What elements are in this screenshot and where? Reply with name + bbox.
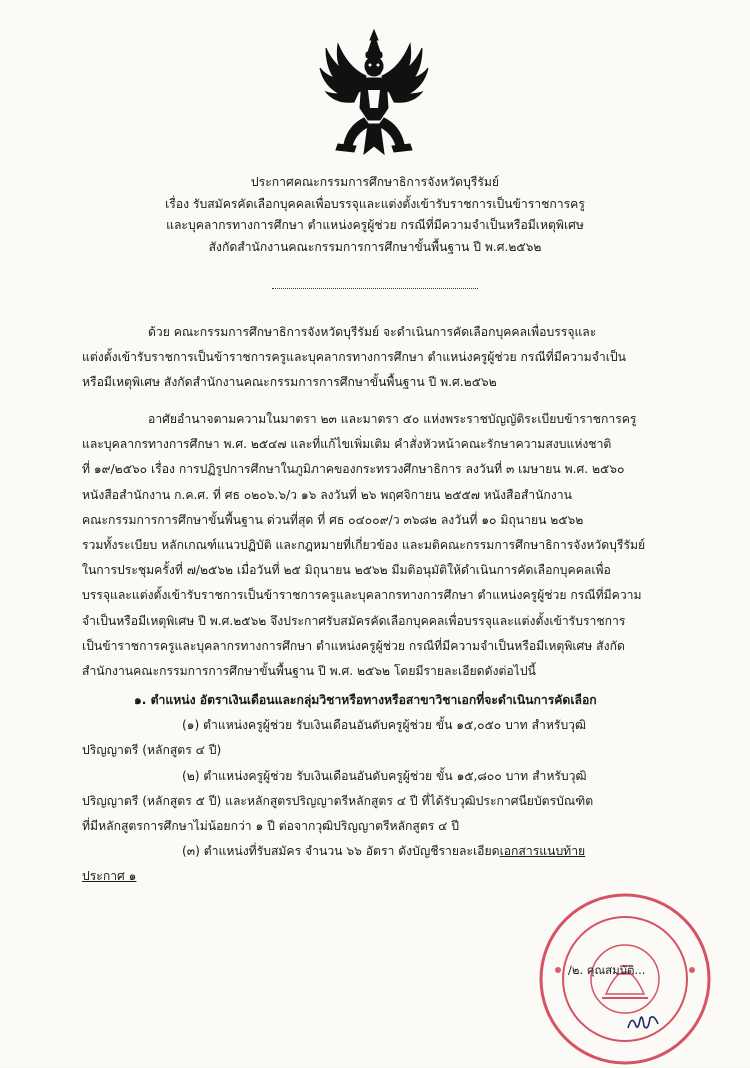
paragraph-line: ที่ ๑๙/๒๕๖๐ เรื่อง การปฏิรูปการศึกษาในภูมิภาคของกระทรวงศึกษาธิการ ลงวันที่ ๓ เมษายน พ.ศ. ๒๕๖๐ [82,462,625,477]
paragraph-line: บรรจุและแต่งตั้งเข้ารับราชการเป็นข้าราชการครูและบุคลากรทางการศึกษา ตำแหน่งครูผู้ช่วย กรณีที่มีความ [82,588,642,603]
item-3-text: (๓) ตำแหน่งที่รับสมัคร จำนวน ๖๖ อัตรา ดังบัญชีรายละเอียด [182,844,500,859]
paragraph-line: ในการประชุมครั้งที่ ๗/๒๕๖๒ เมื่อวันที่ ๒๕ มิถุนายน ๒๕๖๒ มีมติอนุมัติให้ดำเนินการคัดเลือกบุคคลเพื่อ [82,563,611,578]
attachment-ref: ประกาศ ๑ [82,869,137,884]
garuda-emblem-icon [318,28,430,160]
item-2-line: ปริญญาตรี (หลักสูตร ๕ ปี) และหลักสูตรปริญญาตรีหลักสูตร ๔ ปี ที่ได้รับวุฒิประกาศนียบัตรบัณฑิต [82,793,594,808]
continuation-reference: /๒. คุณสมบัติ... [568,963,646,977]
paragraph-line: ด้วย คณะกรรมการศึกษาธิการจังหวัดบุรีรัมย์ จะดำเนินการคัดเลือกบุคคลเพื่อบรรจุและ [148,325,597,339]
header-line-2: เรื่อง รับสมัครคัดเลือกบุคคลเพื่อบรรจุและแต่งตั้งเข้ารับราชการเป็นข้าราชการครู [165,196,585,211]
paragraph-line: หนังสือสำนักงาน ก.ค.ศ. ที่ ศธ ๐๒๐๖.๖/ว ๑๖ ลงวันที่ ๒๖ พฤศจิกายน ๒๕๕๗ หนังสือสำนักงาน [82,487,572,502]
paragraph-line: สำนักงานคณะกรรมการการศึกษาขั้นพื้นฐาน ปี พ.ศ. ๒๕๖๒ โดยมีรายละเอียดดังต่อไปนี้ [82,663,536,678]
paragraph-line: และบุคลากรทางการศึกษา พ.ศ. ๒๕๔๗ และที่แก้ไขเพิ่มเติม คำสั่งหัวหน้าคณะรักษาความสงบแห่งชาติ [82,437,612,452]
dotted-divider [272,288,478,289]
section-heading: ๑. ตำแหน่ง อัตราเงินเดือนและกลุ่มวิชาหรือทางหรือสาขาวิชาเอกที่จะดำเนินการคัดเลือก [134,693,597,707]
item-2-line: (๒) ตำแหน่งครูผู้ช่วย รับเงินเดือนอันดับครูผู้ช่วย ขั้น ๑๕,๘๐๐ บาท สำหรับวุฒิ [182,768,587,783]
paragraph-2 [82,407,694,684]
announcement-header [0,172,750,258]
paragraph-line: รวมทั้งระเบียบ หลักเกณฑ์แนวปฏิบัติ และกฎหมายที่เกี่ยวข้อง และมติคณะกรรมการศึกษาธิการจังหวัดบุรีรัมย์ [82,537,646,552]
header-line-3: และบุคลากรทางการศึกษา ตำแหน่งครูผู้ช่วย กรณีที่มีความจำเป็นหรือมีเหตุพิเศษ [166,218,584,232]
section-1 [82,688,694,890]
paragraph-line: หรือมีเหตุพิเศษ สังกัดสำนักงานคณะกรรมการการศึกษาขั้นพื้นฐาน ปี พ.ศ.๒๕๖๒ [82,375,497,390]
paragraph-line: เป็นข้าราชการครูและบุคลากรทางการศึกษา ตำแหน่งครูผู้ช่วย กรณีที่มีความจำเป็นหรือมีเหตุพิเศษ สังกัด [82,638,625,653]
paragraph-1 [82,320,694,396]
paragraph-line: แต่งตั้งเข้ารับราชการเป็นข้าราชการครูและบุคลากรทางการศึกษา ตำแหน่งครูผู้ช่วย กรณีที่มีความจำเป็น [82,350,626,365]
item-1-line: ปริญญาตรี (หลักสูตร ๔ ปี) [82,743,222,758]
handwritten-signature [626,1010,660,1032]
header-line-4: สังกัดสำนักงานคณะกรรมการการศึกษาขั้นพื้นฐาน ปี พ.ศ.๒๕๖๒ [208,239,542,254]
item-3-line [82,839,694,864]
header-line-1: ประกาศคณะกรรมการศึกษาธิการจังหวัดบุรีรัมย์ [250,175,500,189]
item-1-line: (๑) ตำแหน่งครูผู้ช่วย รับเงินเดือนอันดับครูผู้ช่วย ขั้น ๑๕,๐๕๐ บาท สำหรับวุฒิ [182,718,587,733]
attachment-link-text: เอกสารแนบท้าย [499,844,586,859]
paragraph-line: จำเป็นหรือมีเหตุพิเศษ ปี พ.ศ.๒๕๖๒ จึงประกาศรับสมัครคัดเลือกบุคคลเพื่อบรรจุและแต่งตั้งเข้ารับราชการ [82,613,626,628]
paragraph-line: คณะกรรมการการศึกษาขั้นพื้นฐาน ด่วนที่สุด ที่ ศธ ๐๔๐๐๙/ว ๓๖๘๒ ลงวันที่ ๑๐ มิถุนายน ๒๕๖๒ [82,512,584,527]
paragraph-line: อาศัยอำนาจตามความในมาตรา ๒๓ และมาตรา ๕๐ แห่งพระราชบัญญัติระเบียบข้าราชการครู [148,412,637,426]
item-2-line: ที่มีหลักสูตรการศึกษาไม่น้อยกว่า ๑ ปี ต่อจากวุฒิปริญญาตรีหลักสูตร ๔ ปี [82,818,460,833]
